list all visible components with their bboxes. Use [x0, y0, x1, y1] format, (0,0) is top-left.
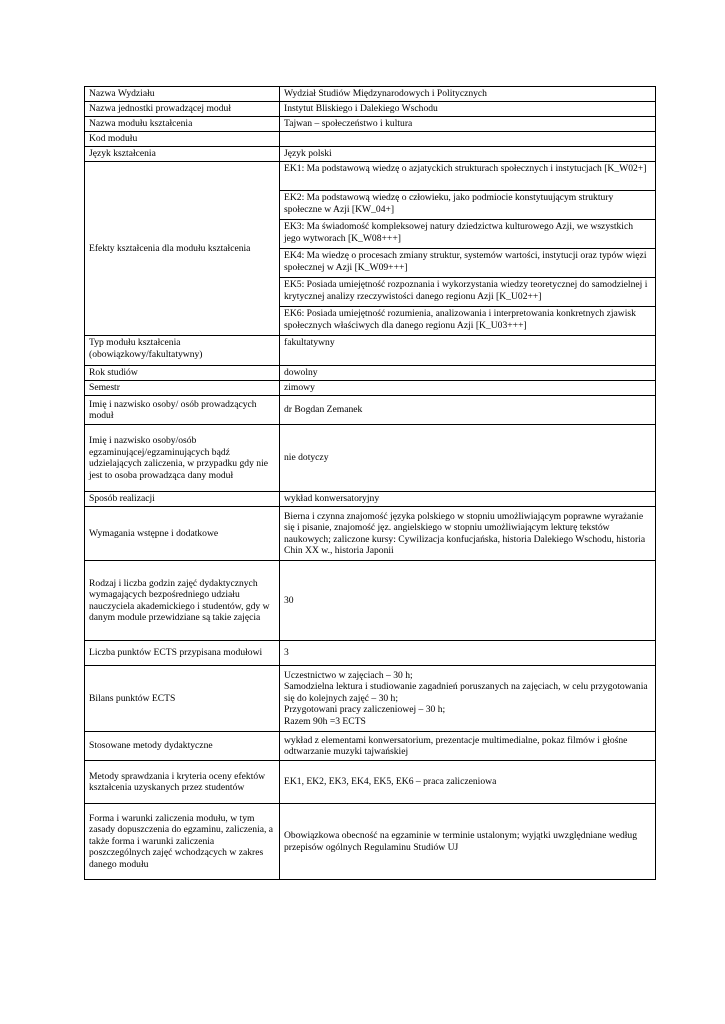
- row-ects-balance: [85, 666, 656, 732]
- label-examiner: Imię i nazwisko osoby/osób egzaminującej/egzaminujących bądź udzielających zaliczenia, w przypadku gdy nie jest to osoba prowadząca dany moduł: [85, 425, 280, 492]
- learning-outcome-ek3: EK3: Ma świadomość kompleksowej natury dziedzictwa kulturowego Azji, we wszystkich jego wytworach [K_W08+++]: [280, 220, 656, 249]
- value-module-type: fakultatywny: [280, 336, 656, 366]
- syllabus-table: [84, 86, 656, 880]
- ects-balance-line: Przygotowani pracy zaliczeniowej – 30 h;: [284, 704, 446, 716]
- row-teaching-methods: [85, 732, 656, 761]
- row-learning-outcome: [85, 162, 656, 191]
- row-completion-conditions: [85, 804, 656, 880]
- value-completion-conditions: Obowiązkowa obecność na egzaminie w terminie ustalonym; wyjątki uwzględniane według przepisów ogólnych Regulaminu Studiów UJ: [280, 804, 656, 880]
- label-language: Język kształcenia: [85, 147, 280, 162]
- row-assessment-methods: [85, 761, 656, 804]
- row-language: [85, 147, 656, 162]
- row-prerequisites: [85, 507, 656, 561]
- value-assessment-methods: EK1, EK2, EK3, EK4, EK5, EK6 – praca zaliczeniowa: [280, 761, 656, 804]
- row-contact-hours: [85, 561, 656, 641]
- label-prerequisites: Wymagania wstępne i dodatkowe: [85, 507, 280, 561]
- label-year: Rok studiów: [85, 366, 280, 381]
- value-lecturer: dr Bogdan Zemanek: [280, 396, 656, 425]
- value-semester: zimowy: [280, 381, 656, 396]
- value-ects: 3: [280, 641, 656, 666]
- learning-outcome-ek4: EK4: Ma wiedzę o procesach zmiany struktur, systemów wartości, instytucji oraz typów więzi społecznej w Azji [K_W09+++]: [280, 249, 656, 278]
- value-module-name: Tajwan – społeczeństwo i kultura: [280, 117, 656, 132]
- value-examiner: nie dotyczy: [280, 425, 656, 492]
- row-module-name: [85, 117, 656, 132]
- row-year: [85, 366, 656, 381]
- value-prerequisites: Bierna i czynna znajomość języka polskiego w stopniu umożliwiającym poprawne wyrażanie się i pisanie, znajomość jęz. angielskiego w stopniu umożliwiającym lekturę tekstów naukowych; zaliczone kursy: Cywilizacja konfucjańska, historia Dalekiego Wschodu, historia Chin XX w., historia Japonii: [280, 507, 656, 561]
- label-semester: Semestr: [85, 381, 280, 396]
- row-semester: [85, 381, 656, 396]
- label-learning-outcomes: Efekty kształcenia dla modułu kształcenia: [85, 162, 280, 336]
- learning-outcome-ek5: EK5: Posiada umiejętność rozpoznania i wykorzystania wiedzy teoretycznej do samodzielnej i krytycznej analizy rzeczywistości danego regionu Azji [K_U02++]: [280, 278, 656, 307]
- value-language: Język polski: [280, 147, 656, 162]
- row-ects: [85, 641, 656, 666]
- label-ects-balance: Bilans punktów ECTS: [85, 666, 280, 732]
- row-module-code: [85, 132, 656, 147]
- row-delivery-mode: [85, 492, 656, 507]
- label-module-code: Kod modułu: [85, 132, 280, 147]
- value-delivery-mode: wykład konwersatoryjny: [280, 492, 656, 507]
- value-module-code: [280, 132, 656, 147]
- label-teaching-methods: Stosowane metody dydaktyczne: [85, 732, 280, 761]
- label-module-name: Nazwa modułu kształcenia: [85, 117, 280, 132]
- row-unit: [85, 102, 656, 117]
- ects-balance-line: Uczestnictwo w zajęciach – 30 h;: [284, 669, 413, 681]
- label-ects: Liczba punktów ECTS przypisana modułowi: [85, 641, 280, 666]
- ects-balance-line: Razem 90h =3 ECTS: [284, 715, 366, 727]
- row-module-type: [85, 336, 656, 366]
- row-faculty: [85, 87, 656, 102]
- value-teaching-methods: wykład z elementami konwersatorium, prezentacje multimedialne, pokaz filmów i głośne odtwarzanie muzyki tajwańskiej: [280, 732, 656, 761]
- value-year: dowolny: [280, 366, 656, 381]
- value-contact-hours: 30: [280, 561, 656, 641]
- label-unit: Nazwa jednostki prowadzącej moduł: [85, 102, 280, 117]
- value-ects-balance: [280, 666, 656, 732]
- label-assessment-methods: Metody sprawdzania i kryteria oceny efektów kształcenia uzyskanych przez studentów: [85, 761, 280, 804]
- label-lecturer: Imię i nazwisko osoby/ osób prowadzących moduł: [85, 396, 280, 425]
- learning-outcome-ek2: EK2: Ma podstawową wiedzę o człowieku, jako podmiocie konstytuującym struktury społeczne w Azji [KW_04+]: [280, 191, 656, 220]
- label-faculty: Nazwa Wydziału: [85, 87, 280, 102]
- row-examiner: [85, 425, 656, 492]
- ects-balance-line: Samodzielna lektura i studiowanie zagadnień poruszanych na zajęciach, w celu przygotowania się do kolejnych zajęć – 30 h;: [284, 681, 648, 704]
- value-unit: Instytut Bliskiego i Dalekiego Wschodu: [280, 102, 656, 117]
- learning-outcome-ek6: EK6: Posiada umiejętność rozumienia, analizowania i interpretowania konkretnych zjawisk społecznych właściwych dla danego regionu Azji [K_U03+++]: [280, 307, 656, 336]
- label-contact-hours: Rodzaj i liczba godzin zajęć dydaktycznych wymagających bezpośredniego udziału nauczyciela akademickiego i studentów, gdy w danym module przewidziane są takie zajęcia: [85, 561, 280, 641]
- row-lecturer: [85, 396, 656, 425]
- label-completion-conditions: Forma i warunki zaliczenia modułu, w tym zasady dopuszczenia do egzaminu, zaliczenia, a także forma i warunki zaliczenia poszczególnych zajęć wchodzących w zakres danego modułu: [85, 804, 280, 880]
- label-delivery-mode: Sposób realizacji: [85, 492, 280, 507]
- learning-outcome-ek1: EK1: Ma podstawową wiedzę o azjatyckich strukturach społecznych i instytucjach [K_W02+]: [280, 162, 656, 191]
- label-module-type: Typ modułu kształcenia (obowiązkowy/fakultatywny): [85, 336, 280, 366]
- value-faculty: Wydział Studiów Międzynarodowych i Politycznych: [280, 87, 656, 102]
